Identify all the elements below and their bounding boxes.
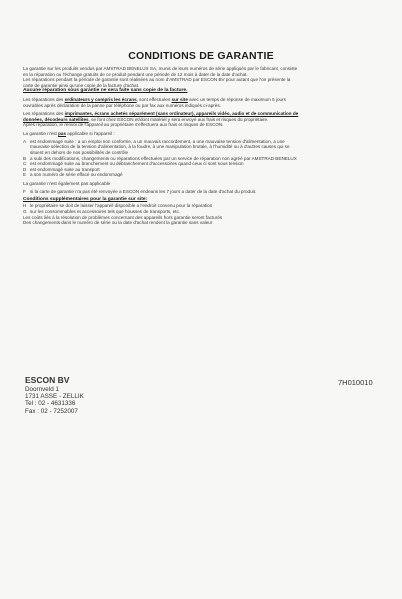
computers-bold: ordinateurs y compris les écrans [64,97,137,103]
condition-key: D [23,166,27,172]
address-fax: Fax : 02 - 7252007 [25,407,78,415]
computers-pre: Les réparations des [23,97,65,103]
printers-pre: Les réparations des [23,111,65,117]
supp-text: Les coûts liés à la résolution de problèmes concernant des appareils hors garantie seront facturés [23,214,223,220]
condition-item [23,172,384,178]
supplementary-heading: Conditions supplémentaires pour la garantie sur site: [23,197,148,203]
condition-text: a subi des modifications, changements ou réparations effectuées par un service de réparation non agréé par AMSTRAD BENELUX [30,155,297,161]
printers-post: , se font chez ESCON et/dont matériel y sera envoyé aux frais et risques du propriétaire. [88,116,269,122]
computers-post: avec un temps de réponse de maximum 5 jours [187,97,286,103]
condition-key: B [23,155,27,161]
computers-site: sur site [171,97,188,103]
supp-text: le propriétaire se doit de laisser l'appareil disponible a l'endroit convenu pour la réparation [30,203,213,209]
also-not-applicable: La garantie n'est également pas applicable [23,180,111,186]
condition-text: est endommagé suite au transport [30,166,100,172]
intro-line-2: en la réparation ou l'échange gratuits de ce produit pendant une période de 12 mois à dater de la date d'achat. [23,71,248,77]
address-tel: Tel : 02 - 4631336 [25,400,76,408]
condition-text: a son numéro de série effacé ou endommagé [30,172,123,178]
printers-line-3: Après réparation, le renvoi de l'appareil au propriétaire s'effectuera aux frais et risques de ESCON. [23,122,224,128]
condition-key: F [23,188,26,194]
exclusion-key: G [23,209,27,215]
page-title: CONDITIONS DE GARANTIE [128,50,274,62]
condition-key: A [23,138,27,144]
exclusion-text: sur les consommables et accessoires tels que housses de transports, etc. [30,209,181,215]
na-pre: La garantie n'est [23,130,59,136]
not-applicable-line [23,131,384,137]
address-city: 1731 ASSE - ZELLIK [25,393,84,401]
conditions-list [23,139,384,178]
supp-item [23,220,384,226]
card-condition-list [23,189,384,195]
address-street: Doornveld 1 [25,386,59,393]
no-repair-notice: Aucune réparation sous garantie ne sera faite sans copie de la facture. [23,88,188,94]
condition-text: mauvaise sélection de la tension d'alimentation, à la foudre, à une manipulation brutale, à l'humidité ou à d'autres causes qui se [30,144,290,150]
computers-line-2: ouvrables après déclaration de la panne par téléphone ou par fax aux numéros indiqués ci-après. [23,102,221,108]
condition-text: situent en dehors de nos possibilités de contrôle [30,150,129,156]
condition-item [23,189,384,195]
supp-key: H [23,203,27,209]
na-post: applicable si l'appareil : [66,130,115,136]
supp-text: Des changements dans le numéro de série ou la date d'achat rendent la garantie sans valeur [23,220,213,226]
computers-mid: , sont effectuées [136,97,172,103]
company-address [25,386,84,415]
document-code: 7H010010 [338,378,373,387]
condition-text: est endommagé suite au branchement ou débranchement d'accessoires quand ceux ci sont sous tension [30,161,244,167]
printers-bold-2: données, décodeurs satellites [23,116,89,122]
condition-key: C [23,161,27,167]
supplementary-list [23,203,384,225]
condition-key: E [23,172,27,178]
intro-line-4: carte de garantie ainsi qu'une copie de la facture d'achat. [23,82,140,88]
warranty-body [23,66,384,226]
condition-text: si la carte de garantie n'a pas été renvoyée a ESCON endeans les 7 jours a dater de la date d'achat du produit. [30,188,257,194]
company-name: ESCON BV [25,375,70,385]
na-bold: pas [58,130,67,136]
condition-text: est endommagé suite : a un emploi non conforme, a un mauvais raccordement, a une mauvaise tension d'alimentation, a une [30,138,285,144]
intro-line-1: La garantie sur les produits vendus par AMSTRAD BENELUX SA, munis de leurs numéros de série appliqués par le fabricant, consiste [23,66,298,71]
printers-bold-1: imprimantes, écrans achetés séparément (sans ordinateur), appareils vidéo, audio et de communication de [64,111,299,117]
intro-line-3: Les réparations pendant la période de garantie sont réalisées au nom d'AMSTRAD par ESCON BV pour autant que l'on présente la [23,77,291,83]
